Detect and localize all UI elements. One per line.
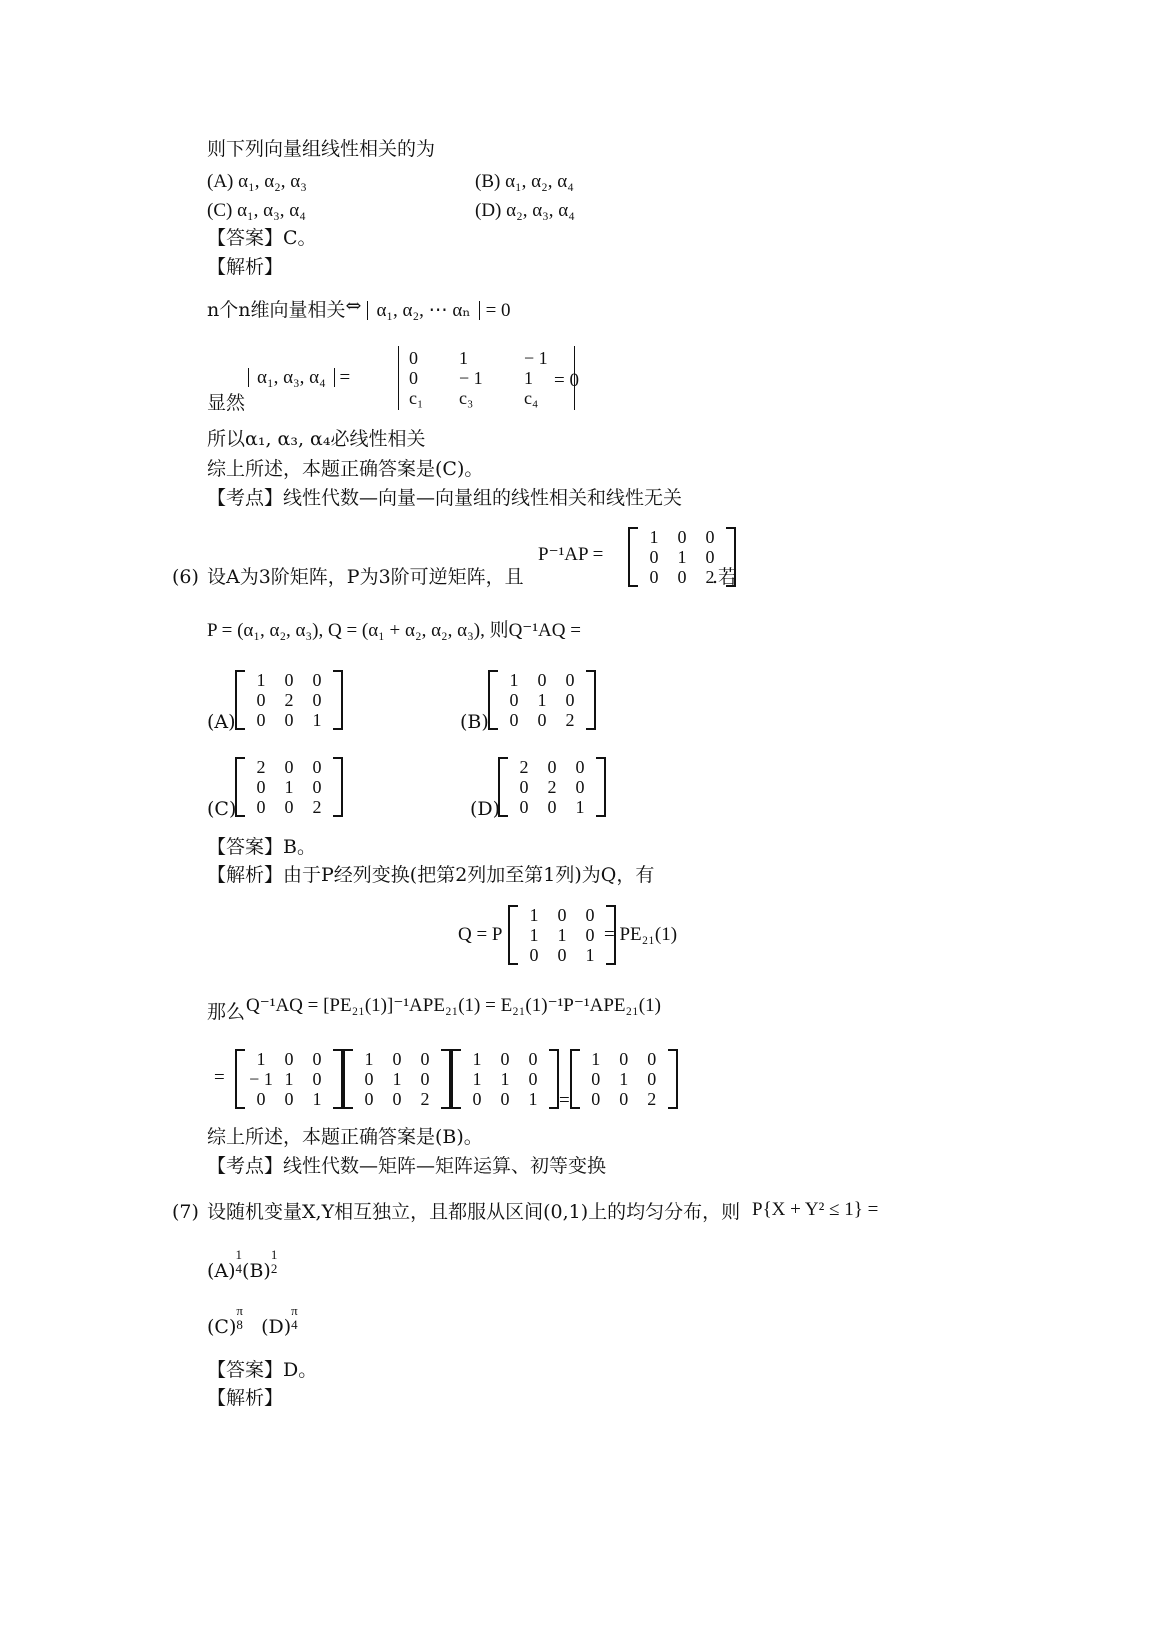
matrix-cell: 0 bbox=[284, 797, 294, 817]
matrix-cell: 0 bbox=[500, 1049, 510, 1069]
matrix-right-bracket bbox=[333, 670, 343, 730]
matrix-cell: 1 bbox=[649, 527, 659, 547]
matrix-cell: 0 bbox=[519, 777, 529, 797]
q6-number: (6) bbox=[172, 566, 199, 588]
q6-then-label: 那么 bbox=[207, 1001, 246, 1023]
matrix-cell: 0 bbox=[529, 945, 539, 965]
matrix-left-bracket bbox=[488, 670, 498, 730]
matrix-cell: 2 bbox=[565, 710, 575, 730]
matrix-cell: 0 bbox=[312, 670, 322, 690]
matrix-cell: 0 bbox=[284, 757, 294, 777]
q5-option-c: (C) α₁, α₃, α₄ bbox=[207, 200, 306, 221]
matrix-cell: 0 bbox=[284, 1049, 294, 1069]
matrix-cell: 0 bbox=[284, 670, 294, 690]
q7-analysis-label: 【解析】 bbox=[207, 1387, 284, 1409]
q5-answer: 【答案】C。 bbox=[207, 227, 317, 249]
matrix-cell: 1 bbox=[509, 670, 519, 690]
det-cell: − 1 bbox=[459, 368, 483, 388]
matrix-cell: 0 bbox=[256, 797, 266, 817]
det-cell: c₄ bbox=[524, 388, 539, 408]
matrix-cell: 2 bbox=[647, 1089, 657, 1109]
matrix-cell: 0 bbox=[649, 547, 659, 567]
q5-stem-tail: 则下列向量组线性相关的为 bbox=[207, 138, 436, 160]
matrix-cell: 0 bbox=[500, 1089, 510, 1109]
matrix-left-bracket bbox=[570, 1049, 580, 1109]
q7-option-c-numerator: π bbox=[236, 1303, 243, 1318]
matrix-cell: 1 bbox=[529, 925, 539, 945]
det-cell: 1 bbox=[459, 348, 468, 368]
matrix-cell: 1 bbox=[472, 1049, 482, 1069]
matrix-cell: 1 bbox=[284, 1069, 294, 1089]
q6-option-b-matrix bbox=[488, 670, 596, 730]
matrix-cell: 1 bbox=[256, 1049, 266, 1069]
q6-option-d-matrix bbox=[498, 757, 606, 817]
matrix-cell: 0 bbox=[547, 797, 557, 817]
q6-option-a-matrix bbox=[235, 670, 343, 730]
det-cell: 0 bbox=[409, 348, 418, 368]
matrix-left-bracket bbox=[628, 527, 638, 587]
q7-option-c-label: (C) bbox=[207, 1316, 237, 1338]
matrix-cell: − 1 bbox=[249, 1069, 273, 1089]
matrix-cell: 0 bbox=[509, 710, 519, 730]
matrix-left-bracket bbox=[508, 905, 518, 965]
matrix-cell: 0 bbox=[565, 690, 575, 710]
matrix-cell: 0 bbox=[585, 905, 595, 925]
q5-det-equals-zero: = 0 bbox=[554, 370, 579, 391]
q7-stem: 设随机变量X,Y相互独立，且都服从区间(0,1)上的均匀分布，则 bbox=[207, 1201, 741, 1223]
matrix-cell: 1 bbox=[392, 1069, 402, 1089]
q6-option-b-label: (B) bbox=[460, 711, 489, 733]
matrix-cell: 1 bbox=[500, 1069, 510, 1089]
matrix-cell: 0 bbox=[537, 710, 547, 730]
matrix-left-bracket bbox=[235, 757, 245, 817]
q6-stem-tail: .若 bbox=[712, 566, 738, 588]
matrix-cell: 0 bbox=[647, 1069, 657, 1089]
matrix-cell: 0 bbox=[420, 1049, 430, 1069]
matrix-cell: 2 bbox=[312, 797, 322, 817]
q5-analysis-label: 【解析】 bbox=[207, 256, 284, 278]
q6-option-c-label: (C) bbox=[207, 798, 237, 820]
matrix-cell: 0 bbox=[420, 1069, 430, 1089]
matrix-cell: 0 bbox=[575, 777, 585, 797]
matrix-cell: 1 bbox=[312, 1089, 322, 1109]
q7-options-cd bbox=[207, 1304, 298, 1337]
det-cell: 1 bbox=[524, 368, 533, 388]
q7-option-c-denominator: 8 bbox=[236, 1317, 243, 1332]
matrix-cell: 2 bbox=[256, 757, 266, 777]
matrix-right-bracket bbox=[668, 1049, 678, 1109]
q5-key-point: 【考点】线性代数—向量—向量组的线性相关和线性无关 bbox=[207, 487, 683, 509]
q5-option-b: (B) α₁, α₂, α₄ bbox=[475, 171, 574, 192]
q5-det-matrix bbox=[398, 346, 575, 410]
matrix-cell: 0 bbox=[557, 945, 567, 965]
q5-criterion-determinant: α₁, α₂, ⋯ αₙ bbox=[367, 301, 479, 320]
matrix-cell: 0 bbox=[528, 1049, 538, 1069]
matrix-cell: 0 bbox=[472, 1089, 482, 1109]
matrix-cell: 1 bbox=[677, 547, 687, 567]
matrix-cell: 1 bbox=[619, 1069, 629, 1089]
q6-product-matrix-3 bbox=[451, 1049, 559, 1109]
iff-arrow-icon: ⇔ bbox=[345, 295, 362, 317]
matrix-cell: 0 bbox=[392, 1089, 402, 1109]
q6-option-c-matrix bbox=[235, 757, 343, 817]
q5-criterion-eq: = 0 bbox=[485, 300, 511, 321]
q5-summary: 综上所述，本题正确答案是(C)。 bbox=[207, 458, 484, 480]
matrix-cell: 2 bbox=[284, 690, 294, 710]
matrix-cell: 0 bbox=[364, 1069, 374, 1089]
matrix-cell: 0 bbox=[647, 1049, 657, 1069]
matrix-cell: 0 bbox=[705, 527, 715, 547]
matrix-cell: 1 bbox=[364, 1049, 374, 1069]
matrix-cell: 0 bbox=[312, 1049, 322, 1069]
matrix-cell: 0 bbox=[364, 1089, 374, 1109]
matrix-right-bracket bbox=[333, 1049, 343, 1109]
matrix-right-bracket bbox=[586, 670, 596, 730]
matrix-cell: 0 bbox=[649, 567, 659, 587]
matrix-cell: 2 bbox=[519, 757, 529, 777]
det-cell: 0 bbox=[409, 368, 418, 388]
q6-stem: 设A为3阶矩阵，P为3阶可逆矩阵，且 bbox=[207, 566, 524, 588]
q6-option-d-label: (D) bbox=[470, 798, 501, 820]
matrix-cell: 0 bbox=[284, 710, 294, 730]
q5-dependence-criterion bbox=[207, 297, 511, 320]
q5-conclusion: 所以α₁, α₃, α₄必线性相关 bbox=[207, 428, 426, 450]
q7-option-d-numerator: π bbox=[291, 1303, 298, 1318]
matrix-cell: 0 bbox=[392, 1049, 402, 1069]
matrix-left-bracket bbox=[235, 670, 245, 730]
matrix-cell: 0 bbox=[509, 690, 519, 710]
matrix-cell: 2 bbox=[705, 567, 715, 587]
q6-q-expr-left: Q = P bbox=[458, 924, 503, 945]
matrix-left-bracket bbox=[235, 1049, 245, 1109]
q7-number: (7) bbox=[172, 1201, 199, 1223]
matrix-cell: 0 bbox=[585, 925, 595, 945]
q7-option-a-label: (A) bbox=[207, 1260, 236, 1282]
matrix-right-bracket bbox=[596, 757, 606, 817]
q6-pap-expr: P⁻¹AP = bbox=[538, 544, 604, 565]
matrix-cell: 0 bbox=[312, 777, 322, 797]
q5-option-a: (A) α₁, α₂, α₃ bbox=[207, 171, 307, 192]
matrix-cell: 0 bbox=[256, 710, 266, 730]
det-cell: − 1 bbox=[524, 348, 548, 368]
q7-option-c-fraction bbox=[236, 1304, 243, 1332]
matrix-cell: 0 bbox=[312, 1069, 322, 1089]
matrix-right-bracket bbox=[549, 1049, 559, 1109]
q7-option-d-label: (D) bbox=[261, 1316, 292, 1338]
matrix-cell: 1 bbox=[529, 905, 539, 925]
q6-q-expr-right: = PE₂₁(1) bbox=[604, 924, 678, 945]
matrix-cell: 0 bbox=[547, 757, 557, 777]
q7-option-d-denominator: 4 bbox=[291, 1317, 298, 1332]
matrix-cell: 0 bbox=[256, 777, 266, 797]
q6-key-point: 【考点】线性代数—矩阵—矩阵运算、初等变换 bbox=[207, 1155, 607, 1177]
matrix-cell: 0 bbox=[677, 567, 687, 587]
matrix-cell: 1 bbox=[528, 1089, 538, 1109]
matrix-cell: 1 bbox=[591, 1049, 601, 1069]
matrix-cell: 1 bbox=[284, 777, 294, 797]
q6-product-eq: = bbox=[214, 1067, 225, 1088]
matrix-cell: 0 bbox=[591, 1069, 601, 1089]
q7-option-a-denominator: 4 bbox=[235, 1261, 243, 1276]
q6-stem-2: P = (α₁, α₂, α₃), Q = (α₁ + α₂, α₂, α₃), 则Q⁻¹AQ = bbox=[207, 620, 581, 641]
matrix-cell: 0 bbox=[284, 1089, 294, 1109]
matrix-cell: 0 bbox=[619, 1089, 629, 1109]
matrix-cell: 2 bbox=[420, 1089, 430, 1109]
matrix-right-bracket bbox=[333, 757, 343, 817]
q5-obvious-label: 显然 bbox=[207, 392, 246, 414]
det-cell: c₁ bbox=[409, 388, 424, 408]
q6-product-eq-2: = bbox=[559, 1090, 570, 1111]
q6-summary: 综上所述，本题正确答案是(B)。 bbox=[207, 1126, 483, 1148]
matrix-cell: 2 bbox=[547, 777, 557, 797]
matrix-cell: 0 bbox=[565, 670, 575, 690]
q7-option-a-numerator: 1 bbox=[235, 1247, 243, 1262]
q6-q-matrix bbox=[508, 905, 616, 965]
q6-option-a-label: (A) bbox=[207, 711, 236, 733]
q6-product-matrix-2 bbox=[343, 1049, 451, 1109]
q6-answer: 【答案】B。 bbox=[207, 836, 316, 858]
matrix-cell: 0 bbox=[575, 757, 585, 777]
q5-option-d: (D) α₂, α₃, α₄ bbox=[475, 200, 575, 221]
matrix-cell: 0 bbox=[537, 670, 547, 690]
matrix-cell: 0 bbox=[519, 797, 529, 817]
matrix-cell: 1 bbox=[537, 690, 547, 710]
matrix-left-bracket bbox=[498, 757, 508, 817]
matrix-cell: 0 bbox=[677, 527, 687, 547]
matrix-cell: 0 bbox=[619, 1049, 629, 1069]
matrix-cell: 0 bbox=[256, 690, 266, 710]
q5-det-vectors: α₁, α₃, α₄ bbox=[248, 368, 335, 387]
q7-option-d-fraction bbox=[291, 1304, 298, 1332]
q7-probability-expr: P{X + Y² ≤ 1} = bbox=[752, 1199, 879, 1220]
matrix-cell: 1 bbox=[557, 925, 567, 945]
q7-answer: 【答案】D。 bbox=[207, 1359, 318, 1381]
q5-det-left: α₁, α₃, α₄ = bbox=[248, 368, 350, 387]
matrix-left-bracket bbox=[343, 1049, 353, 1109]
matrix-cell: 1 bbox=[585, 945, 595, 965]
q6-analysis: 【解析】由于P经列变换(把第2列加至第1列)为Q，有 bbox=[207, 864, 655, 886]
matrix-cell: 0 bbox=[557, 905, 567, 925]
q6-product-matrix-4 bbox=[570, 1049, 678, 1109]
matrix-cell: 1 bbox=[312, 710, 322, 730]
q7-option-b-numerator: 1 bbox=[270, 1247, 278, 1262]
q7-option-b-fraction bbox=[271, 1248, 278, 1276]
matrix-cell: 0 bbox=[256, 1089, 266, 1109]
q6-product-matrix-1 bbox=[235, 1049, 343, 1109]
q5-det-grid bbox=[398, 346, 575, 410]
matrix-cell: 0 bbox=[705, 547, 715, 567]
matrix-left-bracket bbox=[451, 1049, 461, 1109]
matrix-cell: 0 bbox=[312, 690, 322, 710]
q6-then-expr: Q⁻¹AQ = [PE₂₁(1)]⁻¹APE₂₁(1) = E₂₁(1)⁻¹P⁻¹APE₂₁(1) bbox=[246, 995, 661, 1016]
matrix-cell: 0 bbox=[591, 1089, 601, 1109]
det-cell: c₃ bbox=[459, 388, 474, 408]
q5-criterion-text: n个n维向量相关 bbox=[207, 299, 346, 321]
matrix-cell: 0 bbox=[528, 1069, 538, 1089]
matrix-cell: 1 bbox=[256, 670, 266, 690]
matrix-cell: 0 bbox=[312, 757, 322, 777]
matrix-cell: 1 bbox=[472, 1069, 482, 1089]
matrix-cell: 1 bbox=[575, 797, 585, 817]
matrix-right-bracket bbox=[441, 1049, 451, 1109]
q7-options-ab bbox=[207, 1248, 277, 1281]
q7-option-b-denominator: 2 bbox=[270, 1261, 278, 1276]
q7-option-b-label: (B) bbox=[242, 1260, 271, 1282]
